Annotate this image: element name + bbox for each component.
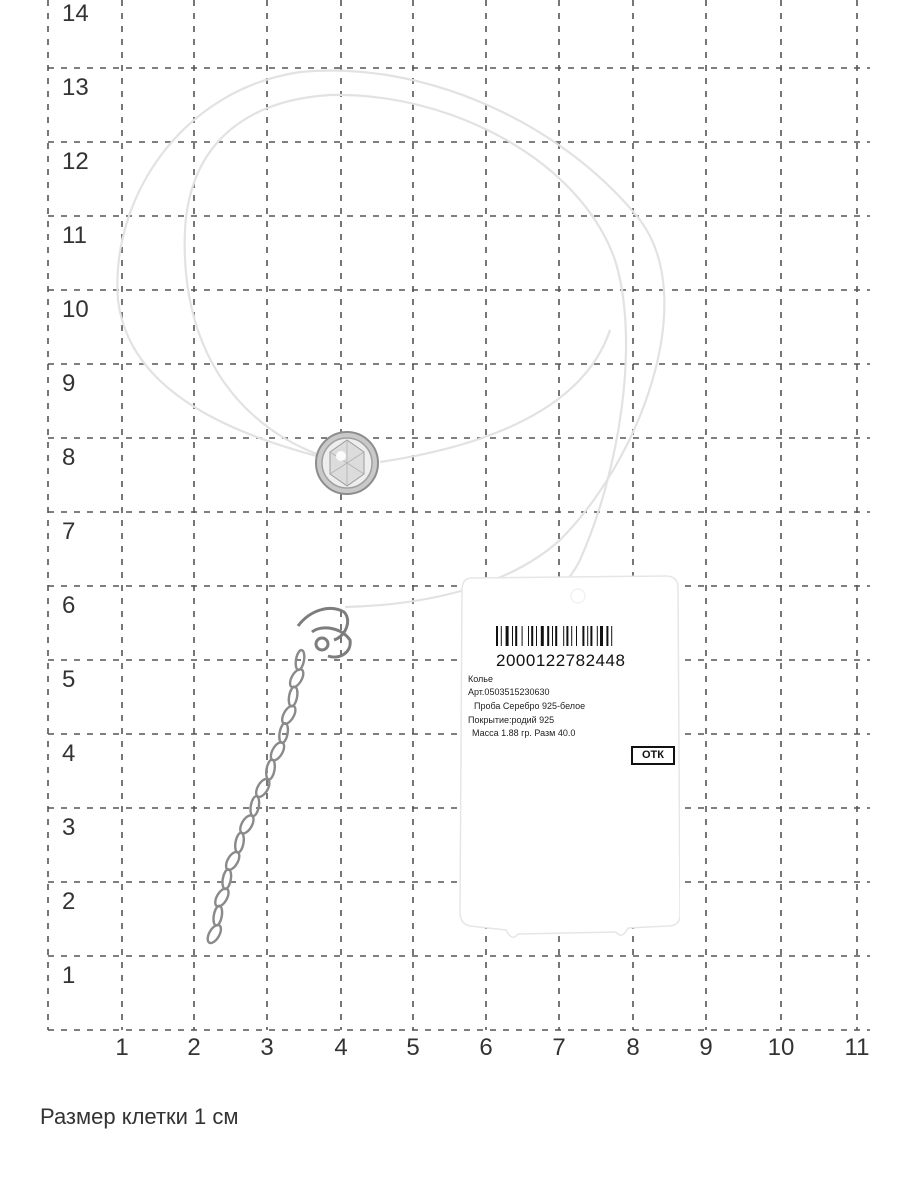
barcode [496,626,648,646]
y-axis-label: 13 [62,74,89,101]
barcode-bar [506,626,509,646]
extension-chain [205,649,306,945]
x-axis-label: 2 [187,1034,201,1061]
chain-link [234,832,245,853]
barcode-bar [587,626,588,646]
y-axis-label: 3 [62,814,76,841]
barcode-bar [597,626,598,646]
barcode-bar [522,626,523,646]
barcode-bar [531,626,533,646]
barcode-bar [600,626,603,646]
x-axis-label: 11 [844,1034,870,1061]
barcode-bar [515,626,517,646]
cell-size-caption: Размер клетки 1 см [40,1104,239,1129]
barcode-bar [512,626,513,646]
barcode-bar [563,626,564,646]
barcode-number: 2000122782448 [496,651,626,670]
chain-link [278,723,289,744]
x-axis-label: 3 [260,1034,274,1061]
article-number: Арт.0503515230630 [468,687,550,697]
clasp [298,608,350,657]
y-axis-label: 8 [62,444,76,471]
otk-stamp: ОТК [631,746,675,765]
y-axis-label: 5 [62,666,76,693]
coating-info: Покрытие:родий 925 [468,715,555,725]
chain-link [287,667,306,689]
chain-link [279,704,298,726]
y-axis-label: 1 [62,962,76,989]
chain-link [205,923,224,945]
chain-link [249,796,260,817]
y-axis-label: 10 [62,296,89,323]
y-axis-label: 11 [62,222,87,249]
chain-link [213,886,232,908]
x-axis-label: 8 [626,1034,640,1061]
assay-info: Проба Серебро 925-белое [474,701,586,711]
chain-link [212,905,223,926]
barcode-bar [496,626,498,646]
y-axis-label: 14 [62,0,89,27]
y-axis-label: 9 [62,370,76,397]
barcode-bar [566,626,568,646]
barcode-bar [590,626,592,646]
barcode-bar [555,626,557,646]
barcode-bar [576,626,577,646]
barcode-bar [541,626,544,646]
barcode-bar [582,626,584,646]
x-axis-label: 4 [334,1034,348,1061]
chain-link [221,869,232,890]
barcode-bar [571,626,572,646]
x-axis-label: 6 [479,1034,493,1061]
barcode-bar [528,626,529,646]
x-axis-label: 5 [406,1034,420,1061]
y-axis-label: 4 [62,740,76,767]
y-axis-label: 7 [62,518,76,545]
barcode-bar [536,626,537,646]
x-axis-label: 7 [552,1034,566,1061]
barcode-bar [606,626,608,646]
chain-link [287,686,298,707]
product-name: Колье [468,674,493,684]
x-axis-label: 10 [767,1034,795,1061]
barcode-bar [552,626,553,646]
barcode-bar [611,626,612,646]
y-axis-label: 6 [62,592,76,619]
chain-link [265,759,276,780]
y-axis-label: 12 [62,148,89,175]
crystal-pendant [316,432,378,494]
barcode-bar [547,626,549,646]
fishing-line-necklace [117,70,664,625]
x-axis-label: 1 [115,1034,129,1061]
chain-link [223,850,242,872]
mass-size-info: Масса 1.88 гр. Разм 40.0 [472,728,576,738]
y-axis-label: 2 [62,888,76,915]
x-axis-label: 9 [699,1034,713,1061]
barcode-bar [501,626,502,646]
product-tag [458,570,680,940]
